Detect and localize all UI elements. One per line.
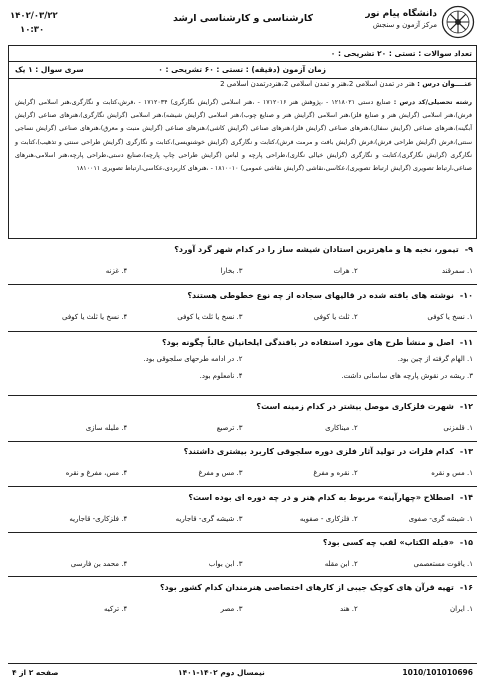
exam-datetime [10,9,58,37]
option-4[interactable]: ۴. محمد بن فارسی [70,560,128,568]
option-1[interactable]: ۱. قلمزنی [443,424,473,432]
question-number: ۱۵- [459,538,473,547]
exam-code: 1010/101010696 [402,668,473,677]
question-text: «قبله الکتاب» لقب چه کسی بود؟ [322,538,454,547]
question-number: ۱۶- [459,583,473,592]
subject-label: عنــــوان درس : [417,80,472,88]
option-4[interactable]: ۴. غزنه [105,267,128,275]
question-divider [8,331,477,332]
question-count: تعداد سوالات : تستی : ۲۰ تشریحی : ۰ [330,49,472,58]
exam-date: ۱۴۰۲/۰۳/۲۲ [10,11,58,21]
question-divider [8,576,477,577]
page-footer [8,663,477,682]
question-number: ۹- [464,245,473,254]
university-name-block [365,9,437,29]
question-divider [8,532,477,533]
question-number: ۱۲- [459,402,473,411]
question-12 [12,402,473,432]
question-13 [12,447,473,477]
question-text: تهیه قرآن های کوچک جیبی از کارهای اختصاصی هنرمندان کدام کشور بود؟ [159,583,454,592]
option-3[interactable]: ۳. ترصیع [216,424,243,432]
question-divider [8,441,477,442]
option-1[interactable]: ۱. ایران [449,605,473,613]
exam-header [8,5,477,47]
option-1[interactable]: ۱. نسخ یا کوفی [427,313,473,321]
question-number: ۱۰- [459,291,473,300]
question-text: کدام فلزات در تولید آثار فلزی دوره سلجوقی کاربرد بیشتری داشتند؟ [183,447,454,456]
question-9 [12,245,473,275]
option-2[interactable]: ۲. هند [340,605,358,613]
question-number: ۱۳- [459,447,473,456]
question-number: ۱۴- [459,493,473,502]
university-logo-icon [441,5,475,39]
exam-page [8,5,477,681]
center-name: مرکز آزمون و سنجش [372,21,437,29]
option-1[interactable]: ۱. سمرقند [441,267,473,275]
option-4[interactable]: ۴. نسخ یا ثلث یا کوفی [61,313,128,321]
option-1[interactable]: ۱. الهام گرفته از چین بود. [397,355,473,363]
info-row-count [9,46,476,62]
major-block [15,96,472,175]
page-number: صفحه ۲ از ۴ [12,668,59,677]
term-label: نیمسال دوم ۱۴۰۲-۱۴۰۱ [178,668,265,677]
exam-time: ۱۰:۳۰ [20,25,45,35]
option-1[interactable]: ۱. یاقوت مستعصمی [413,560,473,568]
question-10 [12,291,473,321]
question-text: اصل و منشأ طرح های مورد استفاده در بافندگی ایلخانیان غالباً چگونه بود؟ [161,338,454,347]
option-3[interactable]: ۳. مصر [220,605,243,613]
option-3[interactable]: ۳. نسخ یا ثلث یا کوفی [177,313,243,321]
option-4[interactable]: ۴. مس، مفرغ و نقره [65,469,128,477]
option-3[interactable]: ۳. شیشه گری- قاجاریه [175,515,243,523]
question-series: سری سوال : ۱ یک [15,65,84,74]
option-3[interactable]: ۳. ابن بواب [208,560,243,568]
question-14 [12,493,473,523]
question-divider [8,395,477,396]
option-2[interactable]: ۲. ثلث یا کوفی [313,313,358,321]
subject-value: هنر در تمدن اسلامی 2،هنر و تمدن اسلامی 2،هنردرتمدن اسلامی 2 [220,80,415,88]
major-label: رشته تحصیلی/کد درس : [393,99,472,106]
subject-line [220,80,472,88]
option-2[interactable]: ۲. نقره و مفرغ [313,469,358,477]
exam-info-box [8,45,477,239]
question-11 [12,338,473,380]
option-4[interactable]: ۴. ملیله سازی [85,424,128,432]
option-4[interactable]: ۴. نامعلوم بود. [199,372,243,380]
option-4[interactable]: ۴. فلزکاری- قاجاریه [69,515,128,523]
option-3[interactable]: ۳. ریشه در نقوش پارچه های ساسانی داشت. [341,372,473,380]
question-text: اصطلاح «چهارآینه» مربوط به کدام هنر و در چه دوره ای بوده است؟ [188,493,454,502]
course-level: کارشناسی و کارشناسی ارشد [173,13,313,24]
question-15 [12,538,473,568]
info-row-duration [9,61,476,79]
university-name: دانشگاه پیام نور [365,9,437,19]
option-3[interactable]: ۳. مس و مفرغ [198,469,243,477]
major-text: صنایع دستی ۱۲۱۸۰۲۱ - ،پژوهش هنر ۱۷۱۲۰۱۶ - ،هنر اسلامی (گرایش نگارگری) ۱۷۱۲۰۳۴ - ،فرش،کتابت و نگارگری،هنر اسلامی (گرایش فرش)،هنر اسلامی (گرایش هنر و صنایع فلز)،هنر اسلامی (گرایش هنر و صنایع چوب)،هنر اسلامی (گرایش شیشه)،هنر اسلامی (گرایش نگارگری)،هنرهای صناعی (گرایش آبگینه)،هنرهای صناعی (گرایش سفال)،هنرهای صناعی (گرایش فلز)،هنرهای صناعی (گرایش کاشی)،هنرهای صناعی (گرایش منبت و معرق)،هنرهای صناعی (گرایش نساجی سنتی)،فرش (گرایش طراحی فرش)،فرش (گرایش بافت و مرمت فرش)،کتابت و نگارگری (گرایش خوشنویسی)،کتابت و نگارگری (گرایش طراحی سنتی و تذهیب)،کتابت و نگارگری (گرایش نگارگری)،کتابت و نگارگری (گرایش خیالی نگاری)،طراحی پارچه و لباس (گرایش طراحی چاپ پارچه)،صنایع دستی،طراحی پارچه،هنر اسلامی،هنرهای صناعی،ارتباط تصویری (گرایش ارتباط تصویری)،عکاسی،نقاشی (گرایش نقاشی عمومی) ۱۸۱۰۰۱۰ - ،هنرهای کاربردی،عکاسی،ارتباط تصویری ۱۸۱۰۰۱۱ [15,99,472,173]
option-2[interactable]: ۲. فلزکاری - صفویه [299,515,358,523]
question-text: شهرت فلزکاری موصل بیشتر در کدام زمینه است؟ [256,402,454,411]
exam-duration: زمان آزمون (دقیقه) : تستی : ۶۰ تشریحی : ۰ [158,65,326,74]
question-divider [8,284,477,285]
option-4[interactable]: ۴. ترکیه [104,605,128,613]
option-2[interactable]: ۲. در ادامه طرحهای سلجوقی بود. [143,355,243,363]
option-1[interactable]: ۱. شیشه گری- صفوی [408,515,473,523]
question-text: تیمور، نخبه ها و ماهرترین استادان شیشه ساز را در کدام شهر گرد آورد؟ [174,245,459,254]
question-divider [8,486,477,487]
option-3[interactable]: ۳. بخارا [220,267,243,275]
option-2[interactable]: ۲. ابن مقله [324,560,358,568]
question-number: ۱۱- [459,338,473,347]
question-16 [12,583,473,613]
option-2[interactable]: ۲. هرات [333,267,358,275]
question-text: نوشته های بافته شده در قالیهای سجاده از چه نوع خطوطی هستند؟ [187,291,454,300]
option-1[interactable]: ۱. مس و نقره [431,469,473,477]
option-2[interactable]: ۲. میناکاری [325,424,358,432]
